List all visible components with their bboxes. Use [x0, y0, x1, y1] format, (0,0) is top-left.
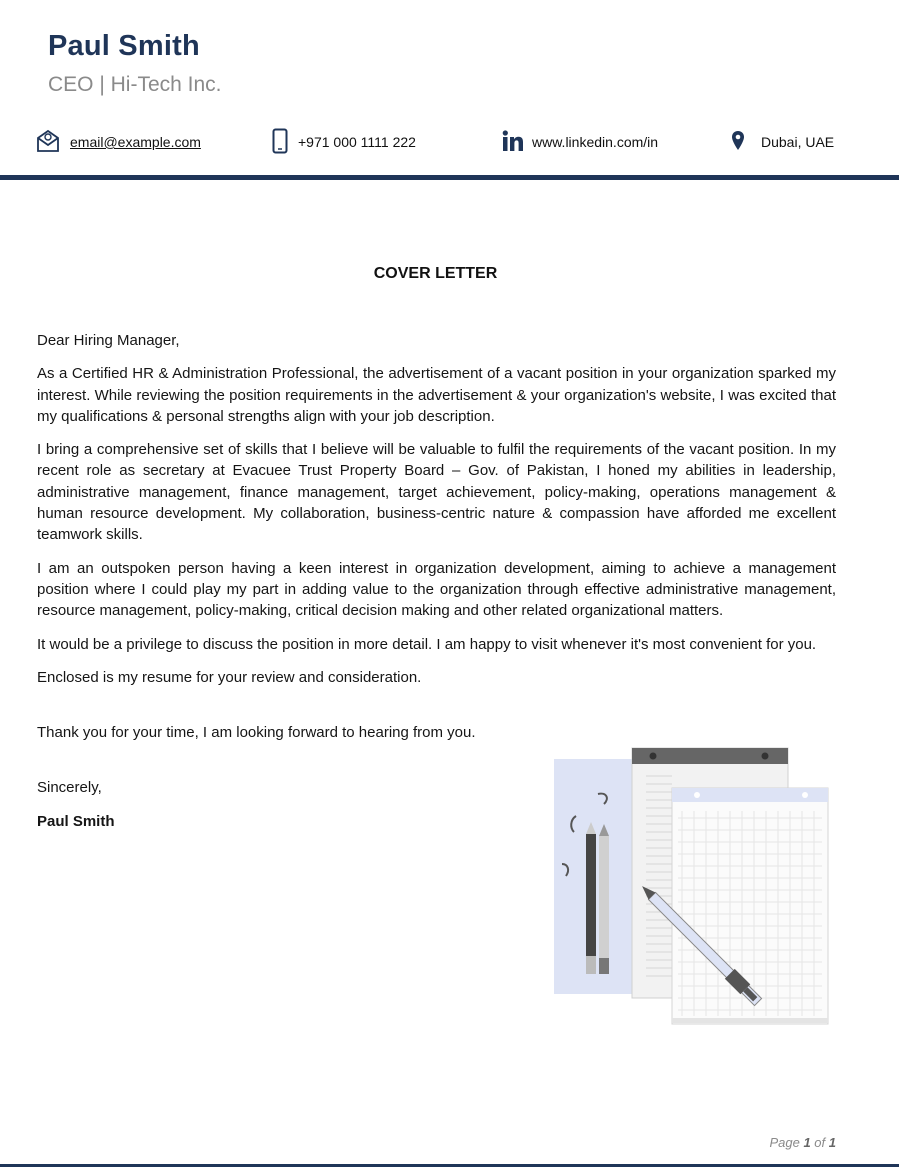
- body-paragraph: I bring a comprehensive set of skills that I believe will be valuable to fulfil the requirements of the vacant position. In my recent role as secretary at Evacuee Trust Property Board – Gov. of Pakistan, I honed my abilities in leadership, administrative management, finance management, target achievement, policy-making, operations management & human resource development. My collaboration, business-centric nature & compassion have afforded me excellent teamwork skills.: [37, 441, 836, 544]
- page-label: Page: [769, 1135, 800, 1150]
- body-paragraph: Enclosed is my resume for your review and consideration.: [37, 668, 422, 686]
- body-paragraph: I am an outspoken person having a keen interest in organization development, aiming to achieve a management position where I could play my part in adding value to the organization through effective administrative management, resource management, policy-making, critical decision making and other related organizational matters.: [37, 559, 836, 620]
- contact-linkedin[interactable]: [502, 124, 658, 160]
- page-total: 1: [828, 1135, 836, 1150]
- salutation: Dear Hiring Manager,: [37, 332, 180, 349]
- location-pin-icon: [731, 130, 745, 155]
- email-link[interactable]: email@example.com: [70, 134, 201, 150]
- contact-phone: [272, 124, 416, 160]
- contact-location: [731, 124, 834, 160]
- body-paragraph: As a Certified HR & Administration Professional, the advertisement of a vacant position in your organization sparked my interest. While reviewing the position requirements in the advertisement & your organization's website, I was excited that my qualifications & personal strengths align with your job description.: [37, 365, 836, 425]
- applicant-title: CEO | Hi-Tech Inc.: [48, 73, 222, 96]
- notepad-illustration: [554, 746, 834, 1036]
- email-icon: [36, 129, 60, 156]
- header-divider: [0, 175, 899, 180]
- phone-number: +971 000 1111 222: [298, 134, 416, 150]
- contact-email[interactable]: [36, 124, 201, 160]
- mobile-phone-icon: [272, 128, 288, 157]
- linkedin-icon: [502, 130, 524, 155]
- thanks-line: Thank you for your time, I am looking forward to hearing from you.: [37, 724, 476, 742]
- page-current: 1: [803, 1135, 811, 1150]
- applicant-name: Paul Smith: [48, 30, 200, 62]
- page-of: of: [814, 1135, 826, 1150]
- signature-name: Paul Smith: [37, 812, 115, 830]
- letter-heading: COVER LETTER: [373, 265, 498, 282]
- closing: Sincerely,: [37, 779, 102, 797]
- page-indicator: [769, 1135, 836, 1150]
- location-text: Dubai, UAE: [761, 134, 835, 150]
- body-paragraph: It would be a privilege to discuss the position in more detail. I am happy to visit whenever it's most convenient for you.: [37, 635, 817, 653]
- linkedin-url[interactable]: www.linkedin.com/in: [532, 134, 659, 150]
